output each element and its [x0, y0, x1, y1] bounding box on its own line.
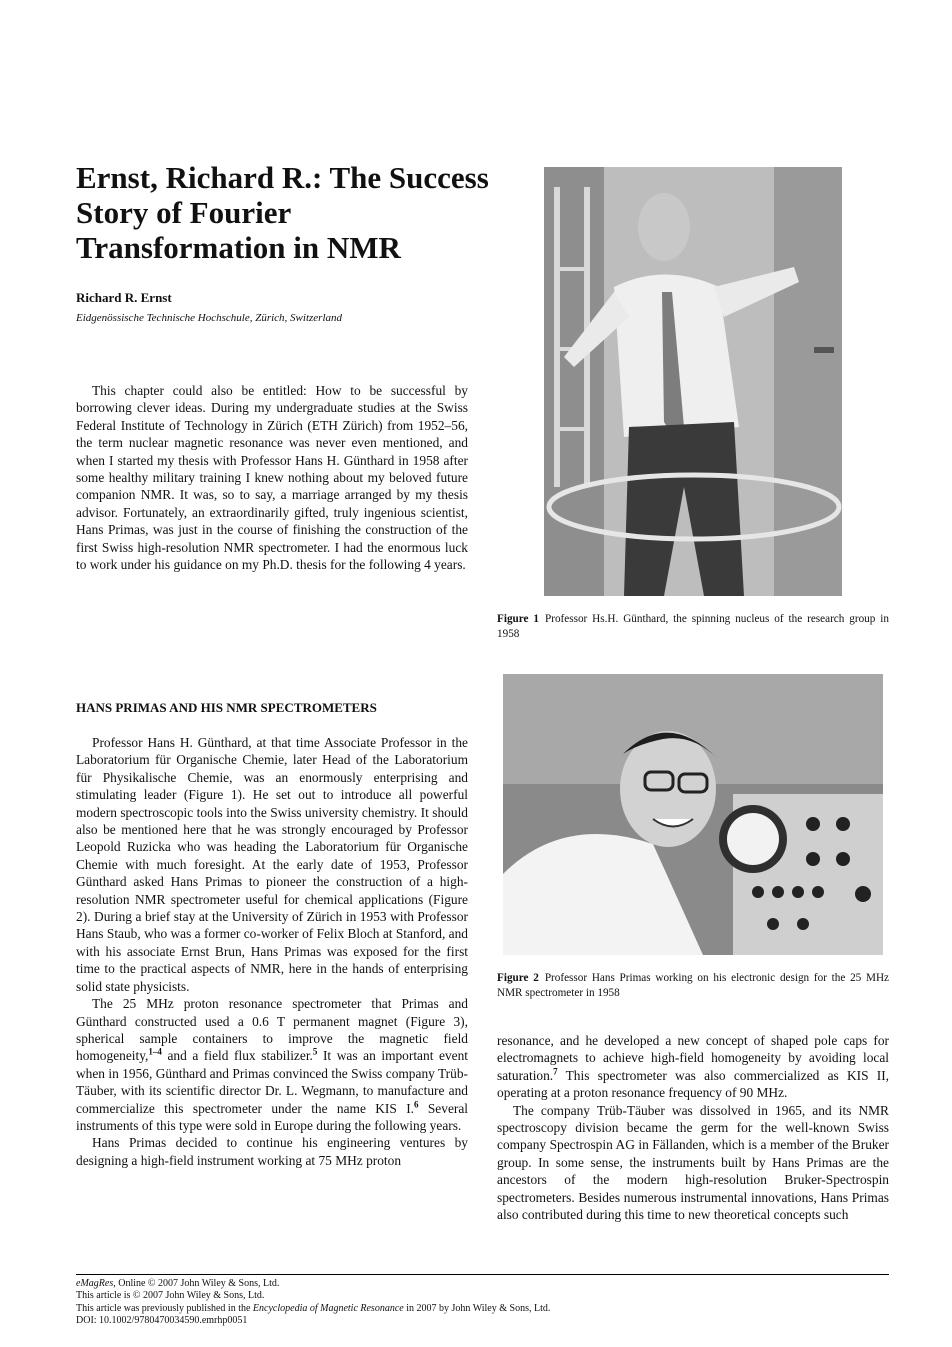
- citation-ref[interactable]: 1–4: [148, 1046, 162, 1057]
- body-paragraph-1: Professor Hans H. Günthard, at that time Associate Professor in the Laboratorium für Organische Chemie, later Head of the Laboratorium für Physikalische Chemie, was an enormously enterprising and stimulating leader (Figure 1). He set out to introduce all powerful modern spectroscopic tools into the Swiss university chemistry. It should also be mentioned here that he was strongly encouraged by Professor Leopold Ruzicka who was heading the Laboratorium für Organische Chemie with much foresight. At the early date of 1953, Professor Günthard asked Hans Primas to pioneer the construction of a high-resolution NMR spectrometer useful for chemical applications (Figure 2). During a brief stay at the University of Zürich in 1953 with Professor Hans Staub, who was a former co-worker of Felix Bloch at Stanford, and with his associate Ernst Brun, Hans Primas was exposed for the first time to the practical aspects of NMR, here in the hands of enterprising solid state physicists.: [76, 735, 468, 994]
- left-column-body: [76, 734, 468, 1169]
- figure-1-caption-text: Professor Hs.H. Günthard, the spinning nucleus of the research group in 1958: [497, 613, 889, 640]
- text-run: resonance, and he developed a new concept of shaped pole caps for electromagnets to achieve high-field homogeneity by avoiding local saturation.: [497, 1033, 889, 1083]
- footer-line-1: [76, 1278, 550, 1290]
- text-run: This spectrometer was also commercialized as KIS II, operating at a proton resonance frequency of 90 MHz.: [497, 1067, 889, 1101]
- encyclopedia-name: Encyclopedia of Magnetic Resonance: [252, 1302, 404, 1314]
- body-paragraph-2: [76, 995, 468, 1134]
- text-run: This article was previously published in the: [76, 1302, 253, 1314]
- figure-2-label: Figure 2: [497, 972, 539, 984]
- author-name: Richard R. Ernst: [76, 290, 172, 305]
- text-run: The 25 MHz proton resonance spectrometer that Primas and Günthard constructed used a 0.6 T permanent magnet (Figure 3), spherical sample containers to improve the magnetic field homogeneity,: [76, 996, 468, 1064]
- body-paragraph-3: Hans Primas decided to continue his engineering ventures by designing a high-field instrument working at 75 MHz proton: [76, 1135, 468, 1168]
- figure-1-illustration: [544, 167, 842, 596]
- intro-text: This chapter could also be entitled: How to be successful by borrowing clever ideas. During my undergraduate studies at the Swiss Federal Institute of Technology in Zürich (ETH Zürich) from 1952–56, the term nuclear magnetic resonance was never even mentioned, and when I started my thesis with Professor Hans H. Günthard in 1958 after some healthy military training I knew nothing about my beloved future companion NMR. It was, so to say, a marriage arranged by my thesis advisor. Fortunately, an extraordinarily gifted, truly ingenious scientist, Hans Primas, was just in the course of finishing the construction of the first Swiss high-resolution NMR spectrometer. I had the enormous luck to work under his guidance on my Ph.D. thesis for the following 4 years.: [76, 383, 468, 573]
- body-paragraph-3-continued: [497, 1032, 889, 1102]
- footer-divider: [76, 1274, 889, 1275]
- article-title: Ernst, Richard R.: The Success Story of Fourier Transformation in NMR: [76, 160, 489, 265]
- section-heading: HANS PRIMAS AND HIS NMR SPECTROMETERS: [76, 700, 377, 715]
- figure-1-caption: [497, 612, 889, 642]
- citation-ref[interactable]: 6: [414, 1099, 419, 1110]
- intro-paragraph: [76, 382, 468, 573]
- figure-1-photo: [544, 167, 842, 596]
- text-run: and a field flux stabilizer.: [161, 1048, 313, 1064]
- right-column-body: [497, 1032, 889, 1223]
- body-paragraph-4: The company Trüb-Täuber was dissolved in 1965, and its NMR spectroscopy division became the germ for the well-known Swiss company Spectrospin AG in Fällanden, which is a member of the Bruker group. In some sense, the instruments built by Hans Primas are the ancestors of the modern high-resolution Bruker-Spectrospin spectrometers. Besides numerous instrumental innovations, Hans Primas also contributed during this time to new theoretical concepts such: [497, 1102, 889, 1223]
- figure-2-caption: [497, 971, 889, 1001]
- author-affiliation: Eidgenössische Technische Hochschule, Zürich, Switzerland: [76, 312, 343, 324]
- footer-line-3: [76, 1303, 550, 1315]
- text-run: Several instruments of this type were sold in Europe during the following years.: [76, 1100, 469, 1133]
- figure-2-photo: [503, 674, 883, 955]
- figure-2-caption-text: Professor Hans Primas working on his electronic design for the 25 MHz NMR spectrometer in 1958: [497, 972, 889, 999]
- footer-doi[interactable]: DOI: 10.1002/9780470034590.emrhp0051: [76, 1315, 248, 1327]
- text-run: in 2007 by John Wiley & Sons, Ltd.: [403, 1302, 551, 1314]
- text-run: Online © 2007 John Wiley & Sons, Ltd.: [115, 1278, 280, 1289]
- footer-line-2: This article is © 2007 John Wiley & Sons, Ltd.: [76, 1290, 265, 1302]
- figure-2-illustration: [503, 674, 883, 955]
- citation-ref[interactable]: 5: [312, 1046, 318, 1057]
- text-run: It was an important event when in 1956, Günthard and Primas convinced the Swiss company Trüb-Täuber, with its scientific director Dr. L. Wegmann, to manufacture and commercialize this spectrometer under the name KIS I.: [76, 1048, 468, 1116]
- figure-1-label: Figure 1: [497, 613, 539, 625]
- citation-ref[interactable]: 7: [553, 1066, 558, 1077]
- journal-name: eMagRes,: [76, 1278, 116, 1289]
- page-footer: [76, 1278, 550, 1328]
